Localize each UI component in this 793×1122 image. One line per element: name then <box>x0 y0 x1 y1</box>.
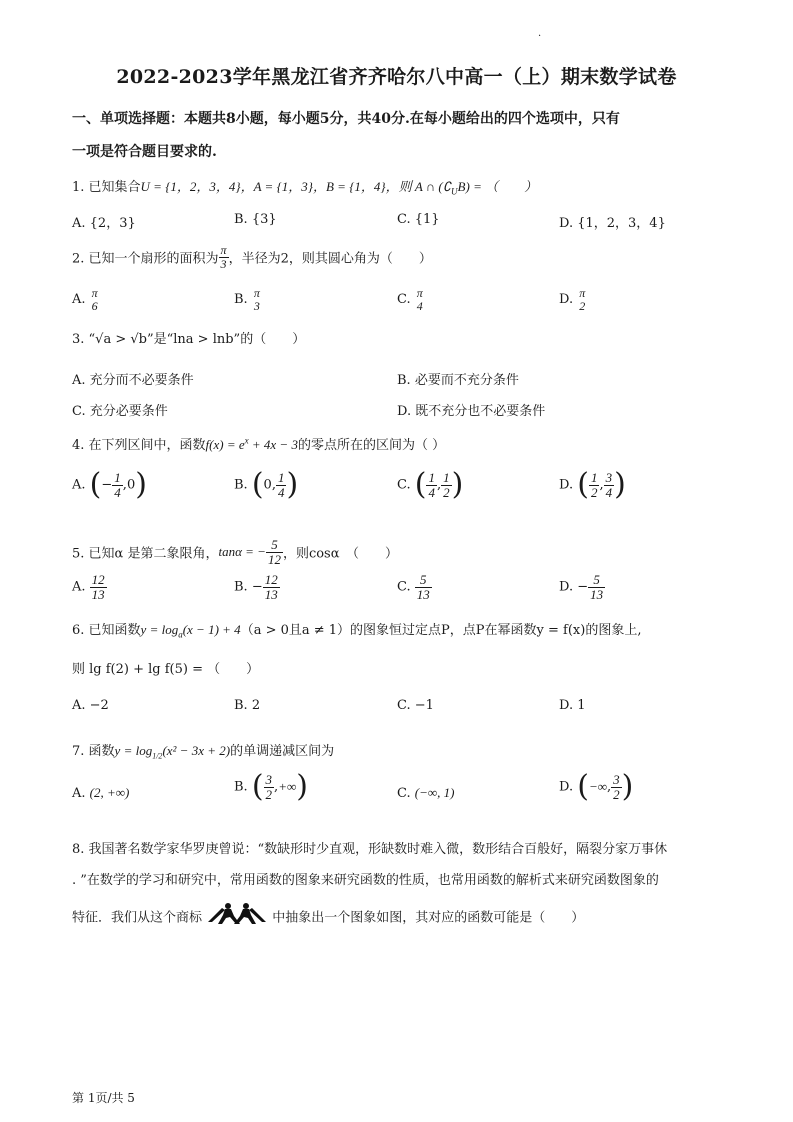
q3-option-d[interactable]: D. 既不充分也不必要条件 <box>397 404 546 419</box>
q4-sup: x <box>244 435 249 446</box>
q7-func: y = log <box>114 743 153 758</box>
q6-option-d[interactable]: D. 1 <box>559 698 586 713</box>
q5-option-b[interactable]: B. − $\frac{12}{13}$ <box>234 572 278 602</box>
q7-option-b[interactable]: B. ( $\frac{3}{2}$ ,+∞) <box>234 769 308 804</box>
q7-sub: 1/2 <box>152 751 163 761</box>
q7-prefix: 7. 函数 <box>72 744 115 759</box>
question-6-line2: 则 lg f(2) + lg f(5) = （ ） <box>72 662 260 677</box>
q4-prefix: 4. 在下列区间中，函数 <box>72 438 206 453</box>
q1-option-b[interactable]: B. {3} <box>234 212 277 227</box>
q2-fraction: $\frac{\pi}{3}$ <box>220 243 227 271</box>
q1-body: U = {1，2，3，4}，A = {1，3}，B = {1，4}，则 A ∩ (∁ <box>140 179 452 194</box>
q6-option-a[interactable]: A. −2 <box>72 698 109 713</box>
q2-option-d[interactable]: D. π 2 <box>559 286 586 313</box>
q7-tail: 的单调递减区间为 <box>230 744 335 759</box>
q2-option-b[interactable]: B. π 3 <box>234 286 260 313</box>
q7-func-tail: (x² − 3x + 2) <box>162 743 231 758</box>
question-8-line2: . ”在数学的学习和研究中，常用函数的图象来研究函数的性质，也常用函数的解析式来研究函数图象的 <box>72 873 659 888</box>
q3-option-a[interactable]: A. 充分而不必要条件 <box>72 373 194 388</box>
q4-func-tail: + 4x − 3 <box>248 437 298 452</box>
q7-option-d[interactable]: D. (−∞, $\frac{3}{2}$ ) <box>559 769 634 804</box>
q4-option-b[interactable]: B. (0, $\frac{1}{4}$ ) <box>234 467 299 502</box>
question-8-line3 <box>72 902 584 930</box>
page-footer: 第 1页/共 5 <box>72 1091 135 1105</box>
q6-prefix: 6. 已知函数 <box>72 623 141 638</box>
q5-option-d[interactable]: D. − $\frac{5}{13}$ <box>559 572 604 602</box>
q1-option-c[interactable]: C. {1} <box>397 212 440 227</box>
q3-option-c[interactable]: C. 充分必要条件 <box>72 404 168 419</box>
q1-option-d[interactable]: D. {1，2，3，4} <box>559 216 666 231</box>
q1-option-a[interactable]: A. {2，3} <box>72 216 136 231</box>
q5-fraction: $\frac{5}{12}$ <box>267 537 281 567</box>
question-7 <box>72 740 334 761</box>
q1-prefix: 1. 已知集合 <box>72 180 141 195</box>
q2-tail: ，半径为2，则其圆心角为（ ） <box>228 251 432 267</box>
section-heading-line1: 一、单项选择题：本题共8小题，每小题5分，共40分.在每小题给出的四个选项中，只有 <box>72 111 620 127</box>
q6-option-b[interactable]: B. 2 <box>234 698 261 713</box>
question-1 <box>72 176 537 197</box>
q8-line3-tail: 中抽象出一个图象如图，其对应的函数可能是（ ） <box>272 910 585 926</box>
q4-tail: 的零点所在的区间为（ ） <box>297 438 446 453</box>
question-2 <box>72 244 432 270</box>
q2-option-a[interactable]: A. π 6 <box>72 286 98 313</box>
header-dot: . <box>538 28 542 39</box>
q7-option-a[interactable]: A. (2, +∞) <box>72 785 130 801</box>
q1-sub: U <box>451 186 458 197</box>
q7-option-c[interactable]: C. (−∞, 1) <box>397 785 455 801</box>
q4-option-d[interactable]: D. ( $\frac{1}{2}$ , $\frac{3}{4}$ ) <box>559 467 626 502</box>
q6-func: y = log <box>140 622 179 637</box>
kappa-logo-icon <box>206 902 268 930</box>
question-3: 3. “√a > √b”是“lna > lnb”的（ ） <box>72 332 306 347</box>
section-heading-line2: 一项是符合题目要求的. <box>72 144 217 160</box>
q6-func-tail: (x − 1) + 4 <box>182 622 241 637</box>
q8-line3-prefix: 特征．我们从这个商标 <box>72 910 203 926</box>
q4-option-c[interactable]: C. ( $\frac{1}{4}$ , $\frac{1}{2}$ ) <box>397 467 464 502</box>
q6-line1-tail: （a > 0且a ≠ 1）的图象恒过定点P，点P在幂函数y = f(x)的图象上, <box>240 623 642 638</box>
q5-tan: tanα = − <box>218 544 266 560</box>
question-4 <box>72 434 445 453</box>
q4-func: f(x) = e <box>205 437 245 452</box>
exam-title: 2022-2023学年黑龙江省齐齐哈尔八中高一（上）期末数学试卷 <box>116 66 677 88</box>
q5-prefix: 5. 已知α 是第二象限角， <box>72 546 219 562</box>
q5-option-c[interactable]: C. $\frac{5}{13}$ <box>397 572 430 602</box>
q5-option-a[interactable]: A. $\frac{12}{13}$ <box>72 572 105 602</box>
q6-option-c[interactable]: C. −1 <box>397 698 434 713</box>
question-6-line1 <box>72 619 641 640</box>
q6-sub: a <box>178 629 183 640</box>
q3-option-b[interactable]: B. 必要而不充分条件 <box>397 373 519 388</box>
q2-option-c[interactable]: C. π 4 <box>397 286 423 313</box>
q5-tail: ，则cosα （ ） <box>282 546 398 562</box>
q1-tail: B) = （ ） <box>457 179 538 194</box>
q2-prefix: 2. 已知一个扇形的面积为 <box>72 251 219 267</box>
question-5 <box>72 538 398 566</box>
q4-option-a[interactable]: A. (− $\frac{1}{4}$ ,0) <box>72 467 147 502</box>
question-8-line1: 8. 我国著名数学家华罗庚曾说：“数缺形时少直观，形缺数时难入微，数形结合百般好，隔裂分家万事休 <box>72 842 668 857</box>
